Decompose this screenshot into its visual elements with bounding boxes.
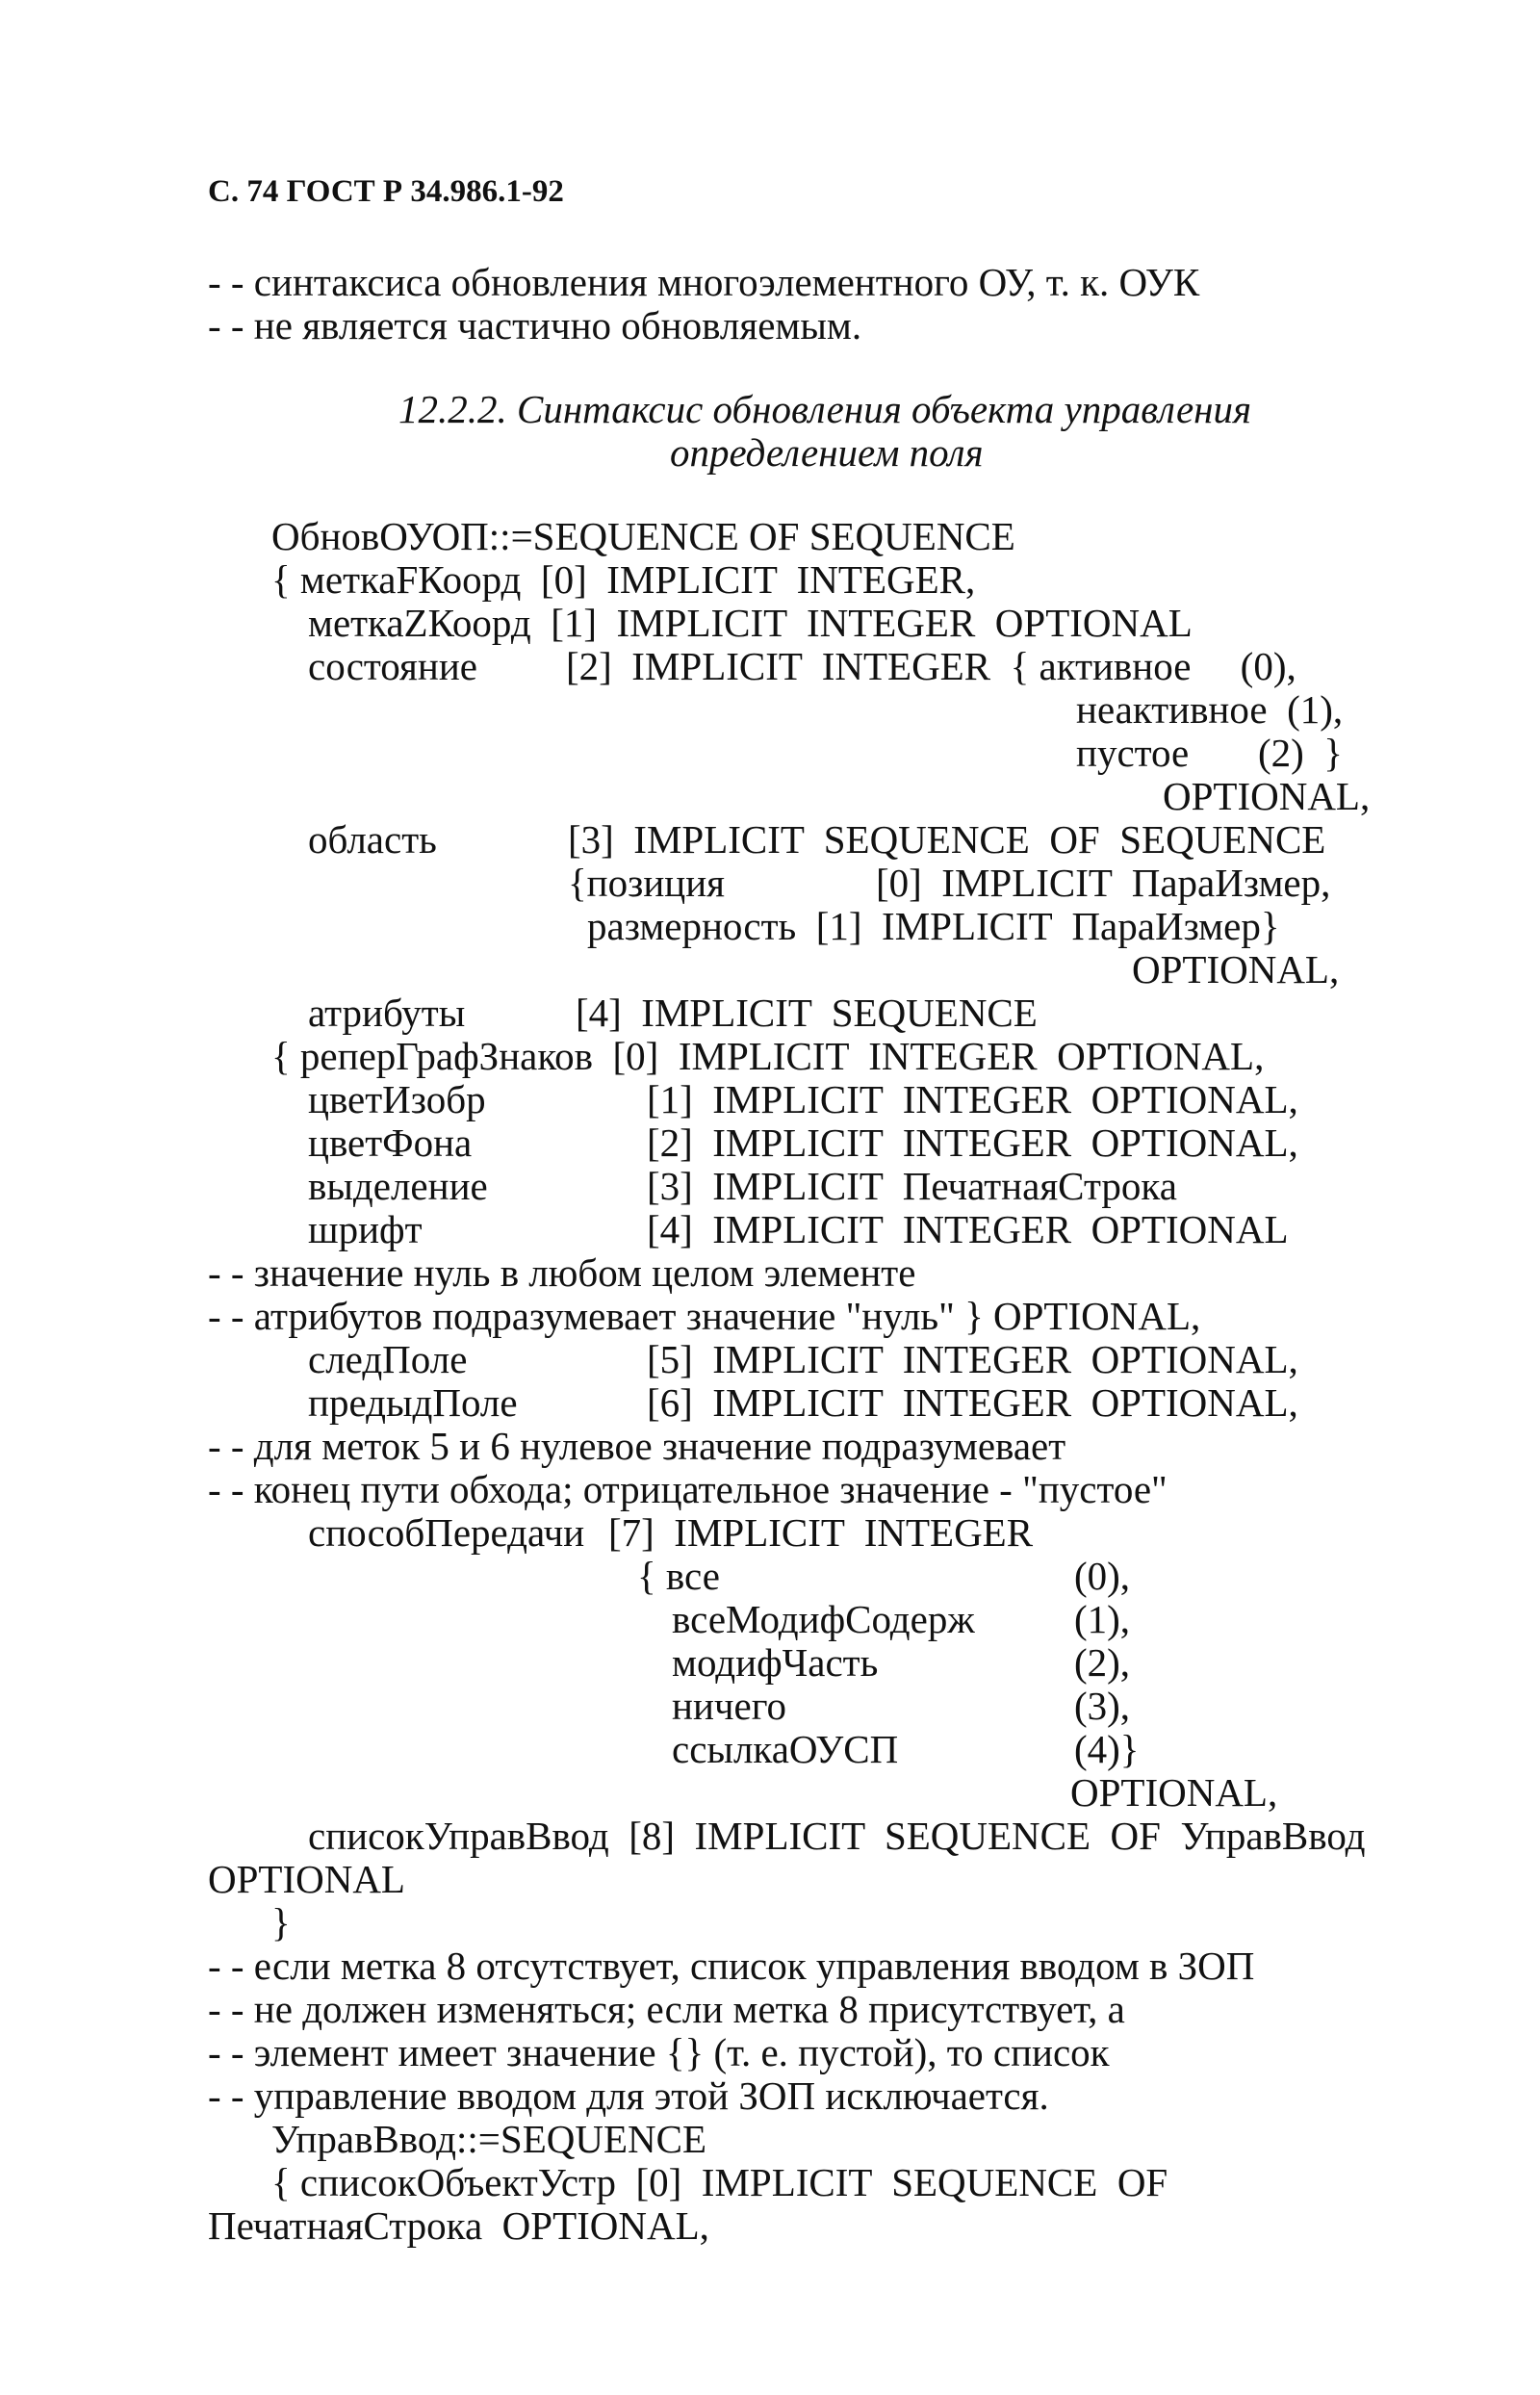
field-spec: [1] IMPLICIT INTEGER OPTIONAL, (647, 1077, 1298, 1121)
field-spec: [3] IMPLICIT ПечатнаяСтрока (647, 1164, 1177, 1208)
comment-line: - - конец пути обхода; отрицательное значение - "пустое" (208, 1467, 1168, 1511)
code-line: УправВвод::=SEQUENCE (271, 2117, 707, 2161)
field-spec: [2] IMPLICIT INTEGER OPTIONAL, (647, 1120, 1298, 1165)
field-name: способПередачи (308, 1510, 585, 1555)
field-name: выделение (308, 1164, 488, 1208)
code-line: { реперГрафЗнаков [0] IMPLICIT INTEGER OPTIONAL, (271, 1034, 1265, 1078)
comment-line: - - для меток 5 и 6 нулевое значение подразумевает (208, 1424, 1066, 1468)
intro-line: - - синтаксиса обновления многоэлементного ОУ, т. к. ОУК (208, 260, 1200, 304)
section-title: 12.2.2. Синтаксис обновления объекта управления (398, 387, 1252, 431)
code-line: меткаZКоорд [1] IMPLICIT INTEGER OPTIONAL (308, 601, 1193, 645)
optional-keyword: OPTIONAL, (1163, 774, 1371, 818)
enum-item: ничего (672, 1684, 786, 1728)
enum-item: ссылкаОУСП (672, 1727, 899, 1771)
comment-line: - - элемент имеет значение {} (т. е. пустой), то список (208, 2030, 1110, 2074)
page-header: С. 74 ГОСТ Р 34.986.1-92 (208, 174, 564, 209)
enum-item: всеМодифСодерж (672, 1597, 975, 1641)
enum-item: { все (637, 1554, 720, 1598)
field-spec: [6] IMPLICIT INTEGER OPTIONAL, (647, 1380, 1298, 1425)
field-spec: [0] IMPLICIT ПараИзмер, (876, 861, 1331, 905)
code-line: размерность [1] IMPLICIT ПараИзмер} (587, 904, 1280, 948)
field-name: предыдПоле (308, 1380, 518, 1425)
field-name: область (308, 817, 437, 862)
field-spec: [7] IMPLICIT INTEGER (608, 1510, 1034, 1555)
code-line: ОбновОУОП::=SEQUENCE OF SEQUENCE (271, 514, 1015, 558)
code-line: { меткаFКоорд [0] IMPLICIT INTEGER, (271, 557, 976, 602)
field-name: состояние (308, 644, 477, 688)
field-spec: [2] IMPLICIT INTEGER { активное (0), (566, 644, 1296, 688)
code-line: OPTIONAL (208, 1857, 405, 1901)
enum-item: модифЧасть (672, 1640, 879, 1685)
enum-value: (1), (1074, 1597, 1131, 1641)
closing-brace: } (271, 1900, 291, 1944)
enum-value: (4)} (1074, 1727, 1140, 1771)
enum-value: (3), (1074, 1684, 1131, 1728)
field-name: атрибуты (308, 991, 466, 1035)
enum-item: неактивное (1), (1076, 687, 1344, 732)
enum-value: (2), (1074, 1640, 1131, 1685)
code-line: ПечатнаяСтрока OPTIONAL, (208, 2203, 709, 2248)
optional-keyword: OPTIONAL, (1132, 947, 1340, 991)
field-name: шрифт (308, 1207, 423, 1251)
code-line: списокУправВвод [8] IMPLICIT SEQUENCE OF УправВвод (308, 1814, 1366, 1858)
field-name: цветФона (308, 1120, 473, 1165)
enum-item: пустое (2) } (1076, 731, 1343, 775)
field-spec: [5] IMPLICIT INTEGER OPTIONAL, (647, 1337, 1298, 1381)
field-spec: [3] IMPLICIT SEQUENCE OF SEQUENCE (568, 817, 1326, 862)
optional-keyword: OPTIONAL, (1070, 1770, 1278, 1815)
enum-value: (0), (1074, 1554, 1131, 1598)
comment-line: - - атрибутов подразумевает значение "нуль" } OPTIONAL, (208, 1294, 1201, 1338)
intro-line: - - не является частично обновляемым. (208, 303, 862, 348)
field-name: {позиция (568, 861, 725, 905)
field-spec: [4] IMPLICIT SEQUENCE (576, 991, 1038, 1035)
comment-line: - - значение нуль в любом целом элементе (208, 1250, 916, 1295)
field-spec: [4] IMPLICIT INTEGER OPTIONAL (647, 1207, 1289, 1251)
field-name: цветИзобр (308, 1077, 486, 1121)
code-line: { списокОбъектУстр [0] IMPLICIT SEQUENCE OF (271, 2160, 1168, 2204)
comment-line: - - если метка 8 отсутствует, список управления вводом в ЗОП (208, 1944, 1255, 1988)
section-title: определением поля (670, 430, 984, 475)
comment-line: - - управление вводом для этой ЗОП исключается. (208, 2073, 1049, 2118)
field-name: следПоле (308, 1337, 468, 1381)
comment-line: - - не должен изменяться; если метка 8 присутствует, а (208, 1987, 1125, 2031)
